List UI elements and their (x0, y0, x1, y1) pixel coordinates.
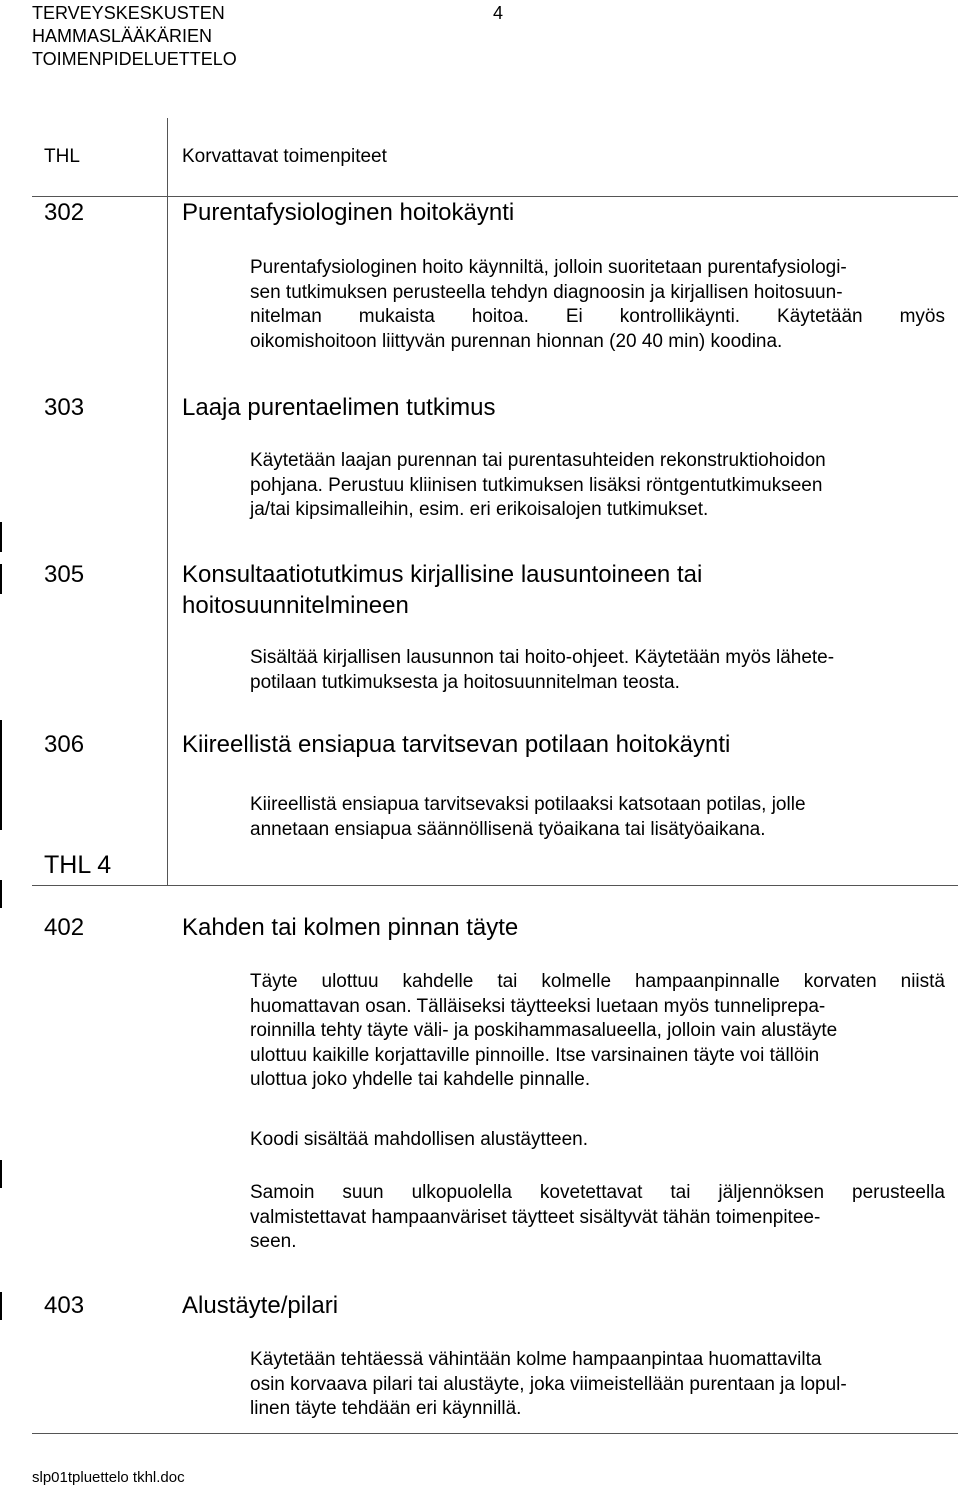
header-line-2: HAMMASLÄÄKÄRIEN (32, 26, 213, 46)
change-bar (0, 564, 2, 594)
page-number: 4 (493, 3, 504, 23)
description-line: Kiireellistä ensiapua tarvitsevaksi potilaaksi katsotaan potilas, jolle (250, 794, 806, 815)
entry-description (250, 256, 945, 354)
table-header-title: Korvattavat toimenpiteet (182, 146, 387, 167)
section-label: THL 4 (44, 851, 112, 879)
entry-code: 402 (44, 914, 85, 941)
description-line: nitelman mukaista hoitoa. Ei kontrollikäynti. Käytetään myös (250, 306, 945, 327)
entry-description (250, 449, 945, 523)
header-rule (32, 196, 958, 197)
entry-description (250, 1348, 945, 1422)
entry-description (250, 1128, 945, 1153)
description-line: ulottua joko yhdelle tai kahdelle pinnalle. (250, 1069, 591, 1090)
section-rule (32, 885, 958, 886)
entry-title-line: Konsultaatiotutkimus kirjallisine lausuntoineen tai (182, 561, 703, 588)
change-bar (0, 1160, 2, 1188)
description-line: sen tutkimuksen perusteella tehdyn diagnoosin ja kirjallisen hoitosuun- (250, 281, 843, 303)
description-line: Purentafysiologinen hoito käynniltä, jolloin suoritetaan purentafysiologi- (250, 257, 847, 278)
description-line: annetaan ensiapua säännöllisenä työaikana tai lisätyöaikana. (250, 818, 766, 840)
header-line-3: TOIMENPIDELUETTELO (32, 49, 237, 69)
table-header-code: THL (44, 146, 80, 167)
description-line: huomattavan osan. Tälläiseksi täytteeksi luetaan myös tunneliprepa- (250, 995, 826, 1017)
description-line: Täyte ulottuu kahdelle tai kolmelle hampaanpinnalle korvaten niistä (250, 971, 945, 992)
change-bar (0, 522, 2, 552)
description-line: roinnilla tehty täyte väli- ja poskihammasalueella, jolloin vain alustäyte (250, 1020, 838, 1041)
description-line: Käytetään laajan purennan tai purentasuhteiden rekonstruktiohoidon (250, 450, 826, 471)
entry-code: 306 (44, 731, 85, 758)
description-line: linen täyte tehdään eri käynnillä. (250, 1398, 522, 1419)
entry-code: 303 (44, 394, 85, 421)
entry-title: Laaja purentaelimen tutkimus (182, 394, 496, 421)
description-line: ja/tai kipsimalleihin, esim. eri erikoisalojen tutkimukset. (250, 499, 709, 520)
description-line: Käytetään tehtäessä vähintään kolme hampaanpintaa huomattavilta (250, 1349, 822, 1370)
description-line: Samoin suun ulkopuolella kovetettavat tai jäljennöksen perusteella (250, 1182, 945, 1203)
entry-title: Kahden tai kolmen pinnan täyte (182, 914, 519, 941)
change-bar (0, 1292, 2, 1320)
entry-description (250, 646, 945, 695)
description-line: seen. (250, 1231, 297, 1252)
change-bar (0, 880, 2, 908)
description-line: valmistettavat hampaanväriset täytteet sisältyvät tähän toimenpitee- (250, 1206, 821, 1228)
entry-description (250, 793, 945, 842)
description-line: potilaan tutkimuksesta ja hoitosuunnitelman teosta. (250, 671, 680, 693)
change-bar (0, 720, 2, 830)
entry-title: Purentafysiologinen hoitokäynti (182, 199, 515, 226)
entry-title: Kiireellistä ensiapua tarvitsevan potilaan hoitokäynti (182, 731, 731, 758)
header-line-1: TERVEYSKESKUSTEN (32, 3, 225, 23)
entry-title: Alustäyte/pilari (182, 1292, 339, 1319)
description-line: Koodi sisältää mahdollisen alustäytteen. (250, 1129, 588, 1150)
entry-description (250, 1181, 945, 1255)
column-divider (167, 118, 168, 886)
entry-code: 305 (44, 561, 85, 588)
entry-code: 302 (44, 199, 85, 226)
description-line: osin korvaava pilari tai alustäyte, joka viimeistellään purentaan ja lopul- (250, 1373, 847, 1395)
description-line: pohjana. Perustuu kliinisen tutkimuksen lisäksi röntgentutkimukseen (250, 474, 823, 496)
entry-code: 403 (44, 1292, 85, 1319)
entry-description (250, 970, 945, 1093)
bottom-rule (32, 1433, 958, 1434)
description-line: Sisältää kirjallisen lausunnon tai hoito-ohjeet. Käytetään myös lähete- (250, 647, 835, 668)
entry-title-line: hoitosuunnitelmineen (182, 592, 409, 619)
description-line: oikomishoitoon liittyvän purennan hionnan (20 40 min) koodina. (250, 330, 783, 352)
description-line: ulottuu kaikille korjattaville pinnoille. Itse varsinainen täyte voi tällöin (250, 1044, 820, 1066)
footer-filename: slp01tpluettelo tkhl.doc (32, 1469, 185, 1486)
